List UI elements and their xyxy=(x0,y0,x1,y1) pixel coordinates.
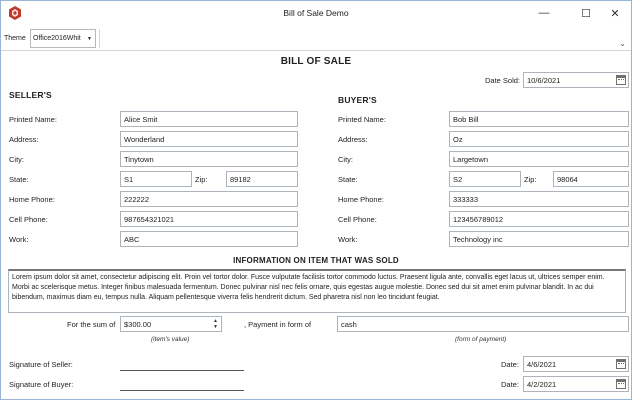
item-info-header: INFORMATION ON ITEM THAT WAS SOLD xyxy=(233,256,399,265)
buyer-state-label: State: xyxy=(338,175,358,184)
sellers-header: SELLER'S xyxy=(9,90,52,100)
seller-home-phone-label: Home Phone: xyxy=(9,195,55,204)
seller-address-label: Address: xyxy=(9,135,39,144)
maximize-icon: ☐ xyxy=(581,7,591,20)
ribbon-bar xyxy=(1,27,631,51)
buyer-cell-phone-input[interactable]: 123456789012 xyxy=(449,211,629,227)
calendar-icon[interactable] xyxy=(616,75,626,85)
seller-sign-date-value: 4/6/2021 xyxy=(527,360,557,369)
buyer-sign-date-value: 4/2/2021 xyxy=(527,380,557,389)
ribbon-collapse-icon[interactable]: ⌄ xyxy=(619,39,626,48)
chevron-down-icon: ▼ xyxy=(87,36,92,42)
date-sold-label: Date Sold: xyxy=(485,76,521,85)
payment-label: , Payment in form of xyxy=(244,320,312,329)
date-sold-value: 10/6/2021 xyxy=(527,76,561,85)
seller-state-label: State: xyxy=(9,175,29,184)
calendar-icon[interactable] xyxy=(616,379,626,389)
payment-form-input[interactable]: cash xyxy=(337,316,629,332)
seller-printed-name-input[interactable]: Alice Smit xyxy=(120,111,298,127)
date-sold-picker[interactable] xyxy=(523,72,629,88)
window-title: Bill of Sale Demo xyxy=(283,8,349,18)
close-button[interactable] xyxy=(598,1,632,25)
buyer-signature-line[interactable] xyxy=(120,390,244,391)
buyer-address-label: Address: xyxy=(338,135,368,144)
buyer-address-input[interactable]: Oz xyxy=(449,131,629,147)
seller-state-input[interactable]: S1 xyxy=(120,171,192,187)
buyer-zip-input[interactable]: 98064 xyxy=(553,171,629,187)
form-title: BILL OF SALE xyxy=(280,56,352,67)
sum-value: $300.00 xyxy=(124,320,152,329)
buyer-printed-name-input[interactable]: Bob Bill xyxy=(449,111,629,127)
buyer-work-label: Work: xyxy=(338,235,358,244)
ribbon-divider xyxy=(99,29,100,48)
seller-work-input[interactable]: ABC xyxy=(120,231,298,247)
seller-zip-label: Zip: xyxy=(195,175,208,184)
seller-cell-phone-label: Cell Phone: xyxy=(9,215,48,224)
seller-home-phone-input[interactable]: 222222 xyxy=(120,191,298,207)
buyer-state-input[interactable]: S2 xyxy=(449,171,521,187)
buyer-cell-phone-label: Cell Phone: xyxy=(338,215,377,224)
seller-address-input[interactable]: Wonderland xyxy=(120,131,298,147)
item-description-textarea[interactable]: Lorem ipsum dolor sit amet, consectetur adipiscing elit. Proin vel tortor dolor. Fusce vulputate facilisis tortor commodo luctus. Praesent ligula ante, convallis eget lacus ut, ultrices semper enim. Morbi ac scelerisque metus. Integer finibus malesuada fermentum. Donec pulvinar nisl nec felis ornare, quis egestas augue molestie. Donec sed dui sit amet enim pulvinar blandit. In ac dui bibendum, maximus diam eu, tempus nulla. Aliquam pellentesque viverra felis hendrerit dictum. Sed pharetra nisl non leo tincidunt feugiat. xyxy=(8,269,626,313)
seller-city-label: City: xyxy=(9,155,24,164)
theme-label: Theme xyxy=(4,35,26,42)
theme-dropdown-value: Office2016Whit xyxy=(33,35,81,42)
calendar-icon[interactable] xyxy=(616,359,626,369)
spinner-arrows-icon[interactable]: ▲ ▼ xyxy=(213,318,218,330)
seller-cell-phone-input[interactable]: 987654321021 xyxy=(120,211,298,227)
seller-zip-input[interactable]: 89182 xyxy=(226,171,298,187)
buyer-sign-date-label: Date: xyxy=(501,380,519,389)
title-bar xyxy=(1,1,631,27)
seller-sign-date-picker[interactable] xyxy=(523,356,629,372)
payment-hint: (form of payment) xyxy=(455,336,507,343)
buyer-signature-label: Signature of Buyer: xyxy=(9,380,74,389)
buyer-printed-name-label: Printed Name: xyxy=(338,115,386,124)
seller-signature-label: Signature of Seller: xyxy=(9,360,73,369)
minimize-icon: — xyxy=(538,7,550,19)
buyer-work-input[interactable]: Technology inc xyxy=(449,231,629,247)
seller-work-label: Work: xyxy=(9,235,29,244)
buyers-header: BUYER'S xyxy=(338,95,377,105)
sum-numeric-input[interactable] xyxy=(120,316,222,332)
buyer-home-phone-label: Home Phone: xyxy=(338,195,384,204)
minimize-button[interactable] xyxy=(527,1,561,25)
buyer-sign-date-picker[interactable] xyxy=(523,376,629,392)
seller-city-input[interactable]: Tinytown xyxy=(120,151,298,167)
close-icon: ✕ xyxy=(610,7,620,20)
sum-label: For the sum of xyxy=(67,320,116,329)
seller-printed-name-label: Printed Name: xyxy=(9,115,57,124)
seller-sign-date-label: Date: xyxy=(501,360,519,369)
buyer-city-input[interactable]: Largetown xyxy=(449,151,629,167)
theme-dropdown[interactable] xyxy=(30,29,96,48)
buyer-city-label: City: xyxy=(338,155,353,164)
buyer-zip-label: Zip: xyxy=(524,175,537,184)
buyer-home-phone-input[interactable]: 333333 xyxy=(449,191,629,207)
seller-signature-line[interactable] xyxy=(120,370,244,371)
sum-hint: (item's value) xyxy=(151,336,190,343)
